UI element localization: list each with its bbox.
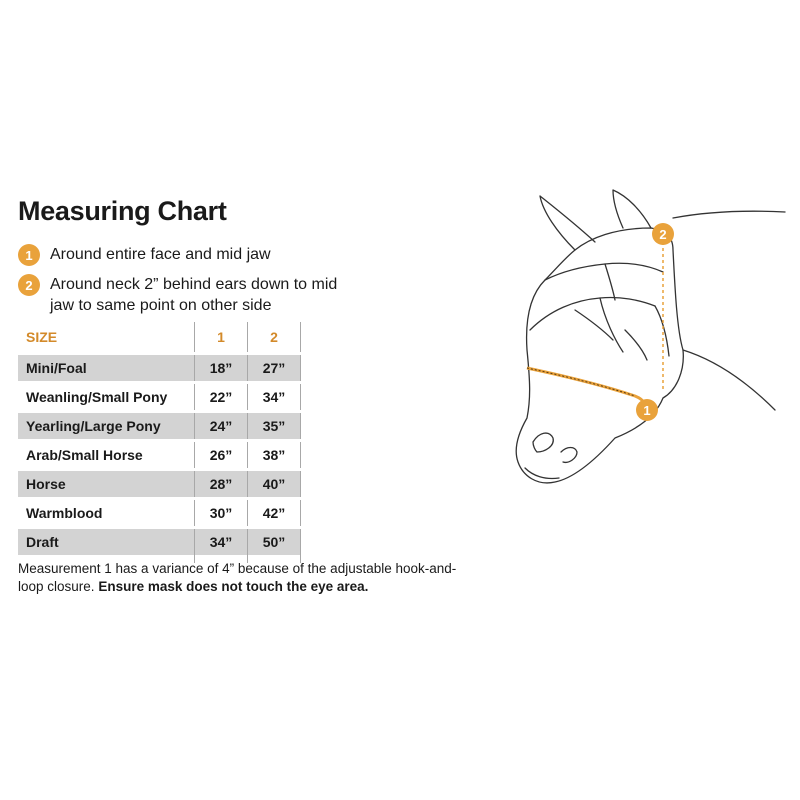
size-table bbox=[18, 322, 301, 563]
measurement-2-cell: 38” bbox=[248, 441, 301, 470]
number-badge-icon: 1 bbox=[18, 244, 40, 266]
neck-top-line bbox=[673, 211, 785, 218]
size-cell: Weanling/Small Pony bbox=[18, 383, 195, 412]
mask-seam-3 bbox=[600, 298, 623, 352]
size-cell: Draft bbox=[18, 528, 195, 556]
mask-seam-4 bbox=[605, 264, 615, 300]
measurement-2-cell: 27” bbox=[248, 354, 301, 383]
measurement-1-cell: 34” bbox=[195, 528, 248, 556]
column-header-measurement-2: 2 bbox=[248, 322, 301, 354]
measurement-1-cell: 26” bbox=[195, 441, 248, 470]
note-text: Measurement 1 has a variance of 4” because of the adjustable hook-and-loop closure. bbox=[18, 561, 457, 594]
mouth-line bbox=[525, 468, 559, 479]
column-header-measurement-1: 1 bbox=[195, 322, 248, 354]
table-row bbox=[18, 412, 301, 441]
table-row bbox=[18, 499, 301, 528]
measurement-2-cell: 42” bbox=[248, 499, 301, 528]
table-row bbox=[18, 354, 301, 383]
table-row bbox=[18, 470, 301, 499]
size-cell: Yearling/Large Pony bbox=[18, 412, 195, 441]
measurement-1-cell: 18” bbox=[195, 354, 248, 383]
measurement-1-cell: 24” bbox=[195, 412, 248, 441]
marker-2-icon bbox=[652, 223, 674, 245]
mask-seam-1 bbox=[545, 263, 663, 280]
table-row bbox=[18, 441, 301, 470]
measurement-1-cell: 30” bbox=[195, 499, 248, 528]
size-cell: Arab/Small Horse bbox=[18, 441, 195, 470]
number-badge-icon: 2 bbox=[18, 274, 40, 296]
mask-eye-panel bbox=[575, 310, 613, 340]
measurement-note bbox=[18, 560, 458, 596]
size-cell: Mini/Foal bbox=[18, 354, 195, 383]
size-cell: Warmblood bbox=[18, 499, 195, 528]
measurement-1-cell: 22” bbox=[195, 383, 248, 412]
table-header-row bbox=[18, 322, 301, 354]
note-emphasis: Ensure mask does not touch the eye area. bbox=[98, 579, 369, 594]
measurement-1-cell: 28” bbox=[195, 470, 248, 499]
legend-text: Around neck 2” behind ears down to mid jaw to same point on other side bbox=[50, 276, 338, 314]
legend-text: Around entire face and mid jaw bbox=[50, 246, 271, 263]
legend-item-1 bbox=[18, 244, 350, 266]
measurement-2-cell: 35” bbox=[248, 412, 301, 441]
column-header-size: SIZE bbox=[26, 329, 58, 345]
table-row bbox=[18, 528, 301, 556]
table-row bbox=[18, 383, 301, 412]
measurement-1-line bbox=[527, 368, 645, 410]
nostril-right bbox=[561, 448, 577, 463]
right-ear bbox=[613, 190, 651, 228]
page-title: Measuring Chart bbox=[18, 196, 227, 226]
legend-item-2 bbox=[18, 274, 350, 316]
nostril-left bbox=[533, 433, 553, 452]
measurement-2-cell: 40” bbox=[248, 470, 301, 499]
marker-1-label: 1 bbox=[643, 403, 651, 418]
measurement-2-cell: 50” bbox=[248, 528, 301, 556]
head-outline bbox=[516, 228, 683, 483]
mask-eye-panel-2 bbox=[625, 330, 647, 360]
size-cell: Horse bbox=[18, 470, 195, 499]
neck-bottom-line bbox=[683, 350, 775, 410]
marker-2-label: 2 bbox=[659, 227, 667, 242]
horse-head-illustration bbox=[505, 180, 795, 510]
measurement-2-cell: 34” bbox=[248, 383, 301, 412]
mask-seam-2 bbox=[530, 297, 655, 330]
mask-seam-5 bbox=[655, 306, 669, 356]
marker-1-icon bbox=[636, 399, 658, 421]
